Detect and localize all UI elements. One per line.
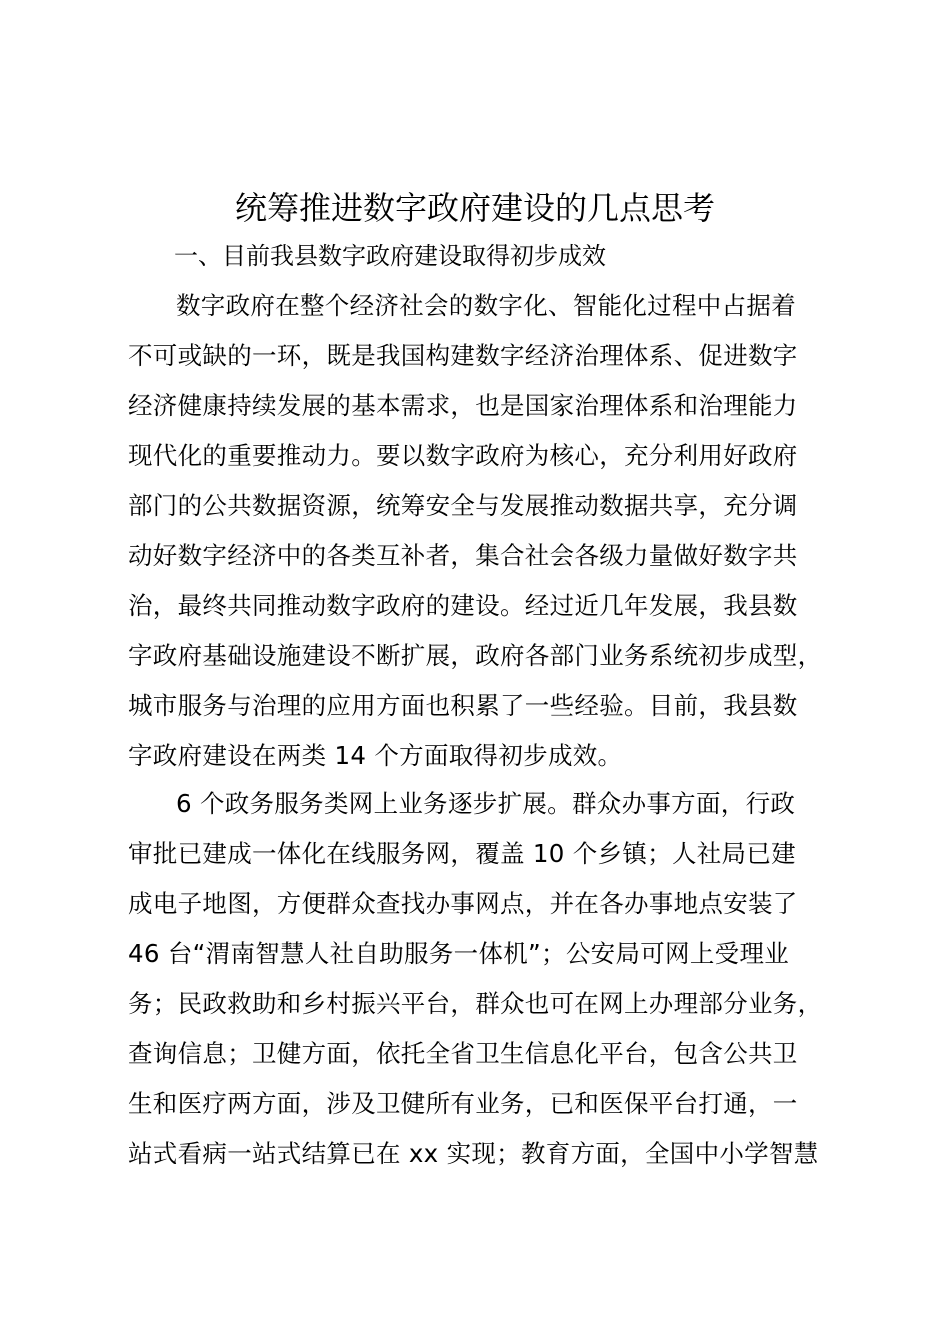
paragraph-2 [128, 779, 840, 1179]
paragraph-line: 字政府基础设施建设不断扩展，政府各部门业务系统初步成型， [128, 641, 823, 670]
paragraph-line: 动好数字经济中的各类互补者，集合社会各级力量做好数字共 [128, 541, 798, 570]
paragraph-line: 治，最终共同推动数字政府的建设。经过近几年发展，我县数 [128, 591, 798, 620]
paragraph-line: 生和医疗两方面，涉及卫健所有业务，已和医保平台打通，一 [128, 1089, 798, 1118]
paragraph-line: 成电子地图，方便群众查找办事网点，并在各办事地点安装了 [128, 889, 798, 918]
paragraph-line: 查询信息；卫健方面，依托全省卫生信息化平台，包含公共卫 [128, 1039, 798, 1068]
document-title: 统筹推进数字政府建设的几点思考 [234, 189, 715, 227]
paragraph-line: 6 个政务服务类网上业务逐步扩展。群众办事方面，行政 [176, 789, 796, 818]
section-heading: 一、目前我县数字政府建设取得初步成效 [174, 242, 606, 270]
paragraph-line: 部门的公共数据资源，统筹安全与发展推动数据共享，充分调 [128, 491, 798, 520]
paragraph-line: 务；民政救助和乡村振兴平台，群众也可在网上办理部分业务， [128, 989, 823, 1018]
paragraph-line: 字政府建设在两类 14 个方面取得初步成效。 [128, 741, 623, 770]
paragraph-1 [128, 281, 840, 781]
paragraph-line: 站式看病一站式结算已在 xx 实现；教育方面，全国中小学智慧 [128, 1139, 819, 1168]
paragraph-line: 不可或缺的一环，既是我国构建数字经济治理体系、促进数字 [128, 341, 798, 370]
paragraph-line: 经济健康持续发展的基本需求，也是国家治理体系和治理能力 [128, 391, 798, 420]
paragraph-line: 审批已建成一体化在线服务网，覆盖 10 个乡镇；人社局已建 [128, 839, 796, 868]
paragraph-line: 46 台“渭南智慧人社自助服务一体机”；公安局可网上受理业 [128, 939, 790, 968]
paragraph-line: 数字政府在整个经济社会的数字化、智能化过程中占据着 [176, 291, 796, 320]
paragraph-line: 城市服务与治理的应用方面也积累了一些经验。目前，我县数 [128, 691, 798, 720]
paragraph-line: 现代化的重要推动力。要以数字政府为核心，充分利用好政府 [128, 441, 798, 470]
